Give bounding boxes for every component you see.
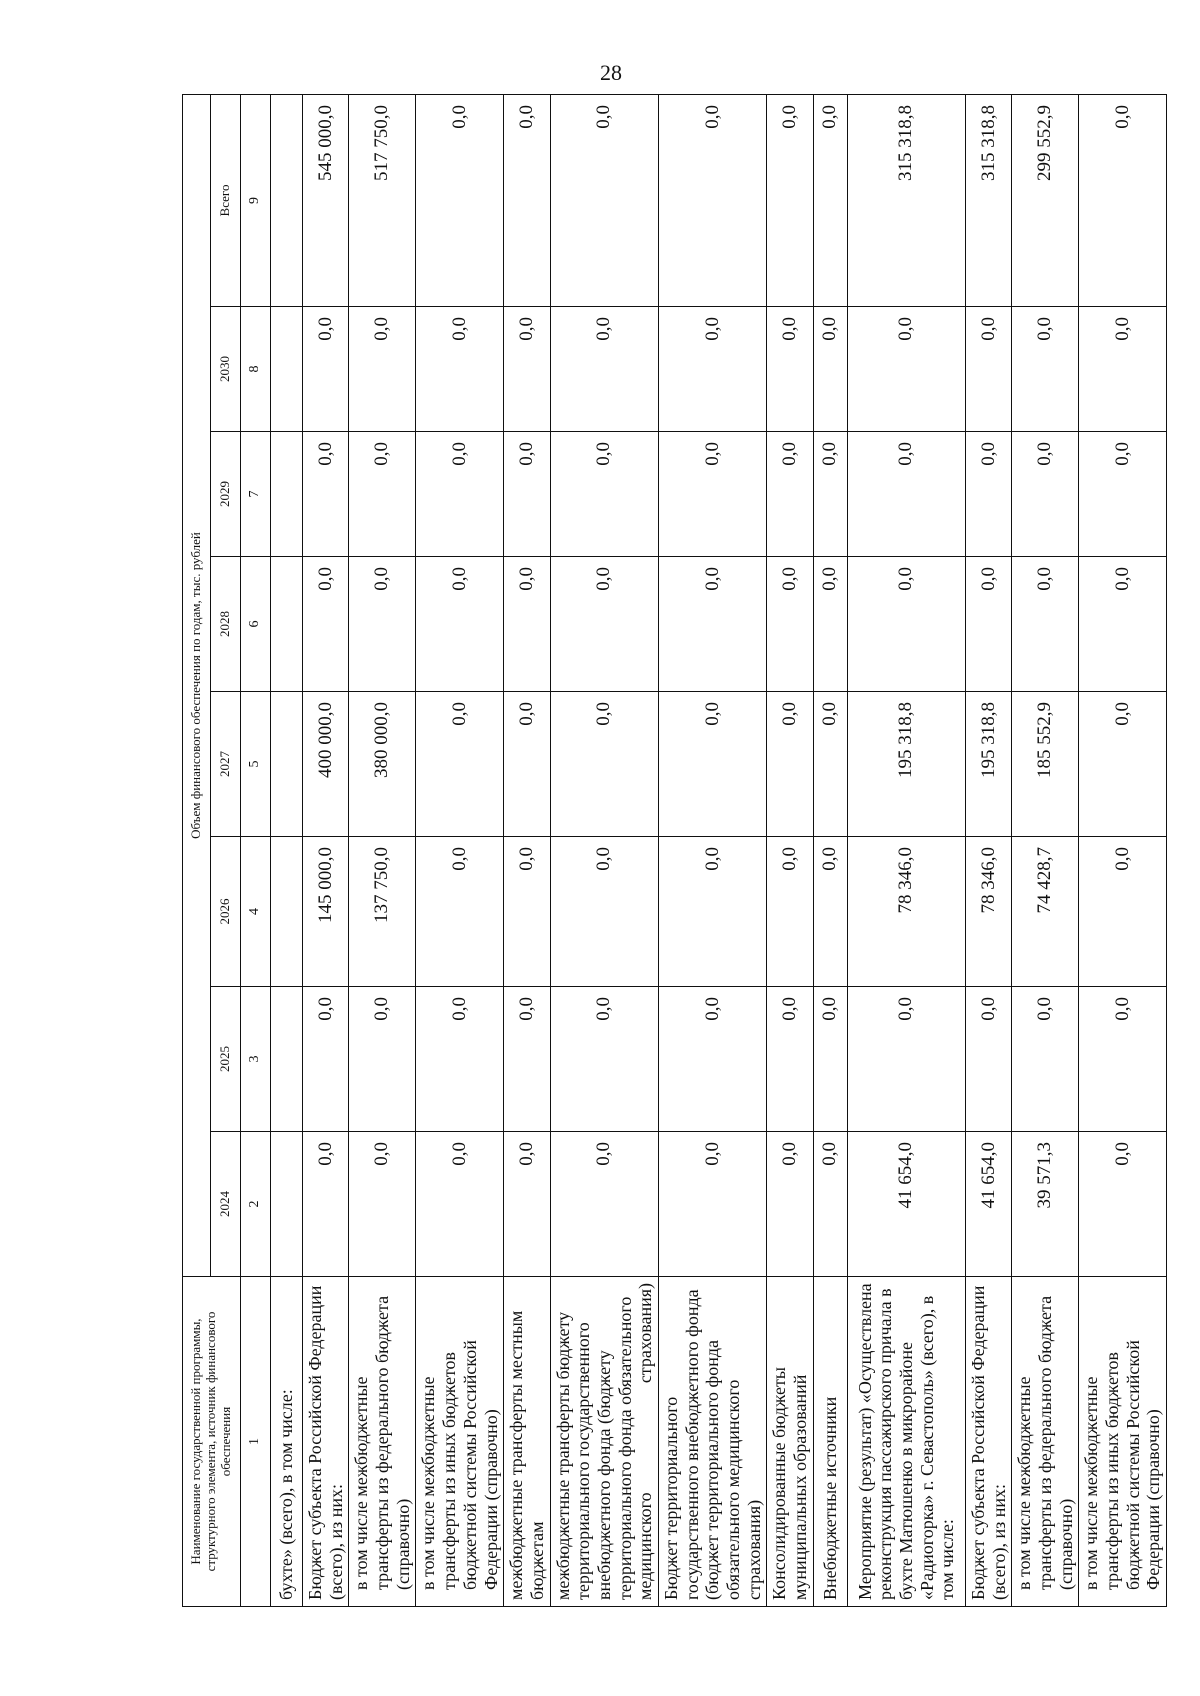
row-label: межбюджетные трансферты бюджету территориального государственного внебюджетного фонда (бюджету территориального фонда обязательного медицинского страхования): [550, 1277, 658, 1607]
cell-value: 0,0: [504, 94, 550, 306]
cell-value: 74 428,7: [1012, 837, 1079, 987]
cell-value: 0,0: [813, 987, 847, 1132]
finance-table-rotated: [182, 95, 1164, 1607]
cell-value: [271, 307, 303, 432]
cell-value: 0,0: [767, 837, 813, 987]
cell-value: 0,0: [813, 94, 847, 306]
cell-value: 299 552,9: [1012, 94, 1079, 306]
row-label: бухте» (всего), в том числе:: [271, 1277, 303, 1607]
cell-value: 0,0: [303, 987, 349, 1132]
table-row: [504, 94, 550, 1606]
cell-value: [271, 94, 303, 306]
cell-value: 400 000,0: [303, 692, 349, 837]
row-label: межбюджетные трансферты местным бюджетам: [504, 1277, 550, 1607]
cell-value: 0,0: [349, 1132, 416, 1277]
cell-value: 0,0: [965, 432, 1011, 557]
cell-value: 0,0: [813, 307, 847, 432]
cell-value: 0,0: [349, 987, 416, 1132]
cell-value: 0,0: [659, 837, 767, 987]
row-label: в том числе межбюджетные трансферты из иных бюджетов бюджетной системы Российской Федерации (справочно): [1079, 1277, 1167, 1607]
cell-value: 0,0: [767, 557, 813, 692]
cell-value: 0,0: [550, 94, 658, 306]
cell-value: 0,0: [659, 1132, 767, 1277]
cell-value: 0,0: [416, 94, 504, 306]
table-row: [303, 94, 349, 1606]
cell-value: 39 571,3: [1012, 1132, 1079, 1277]
row-label: в том числе межбюджетные трансферты из федерального бюджета (справочно): [1012, 1277, 1079, 1607]
table-row: [813, 94, 847, 1606]
table-row: [767, 94, 813, 1606]
column-index: 5: [241, 692, 271, 837]
column-index: 8: [241, 307, 271, 432]
cell-value: 0,0: [550, 432, 658, 557]
header-name-column: Наименование государственной программы, структурного элемента, источник финансового обеспечения: [183, 1277, 241, 1607]
cell-value: 137 750,0: [349, 837, 416, 987]
table-row: [416, 94, 504, 1606]
cell-value: 0,0: [550, 1132, 658, 1277]
header-year: 2028: [211, 557, 241, 692]
cell-value: 0,0: [416, 692, 504, 837]
row-label: Бюджет субъекта Российской Федерации (всего), из них:: [965, 1277, 1011, 1607]
cell-value: 195 318,8: [847, 692, 965, 837]
page-number: 28: [600, 60, 622, 85]
cell-value: 0,0: [504, 987, 550, 1132]
cell-value: 0,0: [504, 432, 550, 557]
cell-value: 0,0: [813, 432, 847, 557]
cell-value: 0,0: [965, 557, 1011, 692]
cell-value: 78 346,0: [847, 837, 965, 987]
row-label: Бюджет субъекта Российской Федерации (всего), из них:: [303, 1277, 349, 1607]
cell-value: 0,0: [767, 1132, 813, 1277]
cell-value: 0,0: [659, 432, 767, 557]
row-label: Мероприятие (результат) «Осуществлена реконструкция пассажирского причала в бухте Матюшенко в микрорайоне «Радиогорка» г. Севастополь» (всего), в том числе:: [847, 1277, 965, 1607]
cell-value: [271, 432, 303, 557]
cell-value: 0,0: [416, 557, 504, 692]
cell-value: 0,0: [847, 557, 965, 692]
table-row: [965, 94, 1011, 1606]
cell-value: 0,0: [550, 837, 658, 987]
cell-value: [271, 987, 303, 1132]
cell-value: 0,0: [847, 432, 965, 557]
cell-value: 0,0: [847, 307, 965, 432]
cell-value: 0,0: [349, 557, 416, 692]
cell-value: 0,0: [1079, 94, 1167, 306]
row-label: в том числе межбюджетные трансферты из иных бюджетов бюджетной системы Российской Федерации (справочно): [416, 1277, 504, 1607]
cell-value: 0,0: [550, 307, 658, 432]
column-index: 4: [241, 837, 271, 987]
cell-value: 0,0: [1012, 432, 1079, 557]
column-index: 9: [241, 94, 271, 306]
table-row: [271, 94, 303, 1606]
cell-value: 0,0: [767, 432, 813, 557]
cell-value: 0,0: [550, 557, 658, 692]
cell-value: [271, 837, 303, 987]
finance-table: [182, 94, 1167, 1607]
cell-value: 0,0: [847, 987, 965, 1132]
row-label: Консолидированные бюджеты муниципальных образований: [767, 1277, 813, 1607]
cell-value: 0,0: [416, 837, 504, 987]
cell-value: 0,0: [813, 692, 847, 837]
column-index: 3: [241, 987, 271, 1132]
cell-value: 0,0: [504, 837, 550, 987]
cell-value: 0,0: [1079, 1132, 1167, 1277]
cell-value: 145 000,0: [303, 837, 349, 987]
cell-value: 0,0: [1079, 432, 1167, 557]
table-row: [349, 94, 416, 1606]
cell-value: 0,0: [965, 307, 1011, 432]
cell-value: 0,0: [1079, 692, 1167, 837]
cell-value: 0,0: [1079, 557, 1167, 692]
cell-value: [271, 1132, 303, 1277]
table-row: [1012, 94, 1079, 1606]
header-year: 2025: [211, 987, 241, 1132]
cell-value: 0,0: [813, 1132, 847, 1277]
row-label: Внебюджетные источники: [813, 1277, 847, 1607]
cell-value: 0,0: [767, 307, 813, 432]
cell-value: 0,0: [1012, 987, 1079, 1132]
table-body: [271, 94, 1167, 1606]
header-year: 2030: [211, 307, 241, 432]
cell-value: 0,0: [303, 307, 349, 432]
cell-value: 315 318,8: [847, 94, 965, 306]
cell-value: 41 654,0: [965, 1132, 1011, 1277]
header-total: Всего: [211, 94, 241, 306]
cell-value: 0,0: [767, 987, 813, 1132]
table-row: [847, 94, 965, 1606]
cell-value: 195 318,8: [965, 692, 1011, 837]
table-row: [1079, 94, 1167, 1606]
cell-value: 0,0: [1079, 307, 1167, 432]
cell-value: 185 552,9: [1012, 692, 1079, 837]
column-index: 6: [241, 557, 271, 692]
cell-value: 0,0: [1079, 987, 1167, 1132]
cell-value: 0,0: [659, 557, 767, 692]
cell-value: [271, 692, 303, 837]
cell-value: 0,0: [504, 692, 550, 837]
cell-value: 0,0: [1012, 307, 1079, 432]
table-row: [659, 94, 767, 1606]
cell-value: 315 318,8: [965, 94, 1011, 306]
cell-value: 0,0: [1012, 557, 1079, 692]
cell-value: [271, 557, 303, 692]
header-year: 2024: [211, 1132, 241, 1277]
cell-value: 517 750,0: [349, 94, 416, 306]
column-index: 2: [241, 1132, 271, 1277]
cell-value: 0,0: [550, 692, 658, 837]
cell-value: 0,0: [349, 307, 416, 432]
cell-value: 0,0: [767, 94, 813, 306]
row-label: в том числе межбюджетные трансферты из федерального бюджета (справочно): [349, 1277, 416, 1607]
cell-value: 0,0: [504, 557, 550, 692]
cell-value: 0,0: [659, 94, 767, 306]
cell-value: 0,0: [416, 432, 504, 557]
header-year: 2027: [211, 692, 241, 837]
cell-value: 0,0: [303, 432, 349, 557]
cell-value: 0,0: [416, 1132, 504, 1277]
cell-value: 41 654,0: [847, 1132, 965, 1277]
header-year: 2026: [211, 837, 241, 987]
cell-value: 0,0: [659, 692, 767, 837]
column-index: 7: [241, 432, 271, 557]
cell-value: 0,0: [303, 1132, 349, 1277]
cell-value: 0,0: [659, 987, 767, 1132]
cell-value: 0,0: [813, 557, 847, 692]
cell-value: 0,0: [767, 692, 813, 837]
cell-value: 0,0: [813, 837, 847, 987]
cell-value: 0,0: [416, 987, 504, 1132]
cell-value: 0,0: [416, 307, 504, 432]
cell-value: 545 000,0: [303, 94, 349, 306]
row-label: Бюджет территориального государственного внебюджетного фонда (бюджет территориального фонда обязательного медицинского страхования): [659, 1277, 767, 1607]
header-funding-group: Объем финансового обеспечения по годам, тыс. рублей: [183, 94, 211, 1276]
cell-value: 0,0: [1079, 837, 1167, 987]
cell-value: 380 000,0: [349, 692, 416, 837]
cell-value: 78 346,0: [965, 837, 1011, 987]
cell-value: 0,0: [349, 432, 416, 557]
cell-value: 0,0: [550, 987, 658, 1132]
header-year: 2029: [211, 432, 241, 557]
cell-value: 0,0: [504, 1132, 550, 1277]
cell-value: 0,0: [504, 307, 550, 432]
cell-value: 0,0: [659, 307, 767, 432]
column-index: 1: [241, 1277, 271, 1607]
table-row: [550, 94, 658, 1606]
cell-value: 0,0: [303, 557, 349, 692]
cell-value: 0,0: [965, 987, 1011, 1132]
